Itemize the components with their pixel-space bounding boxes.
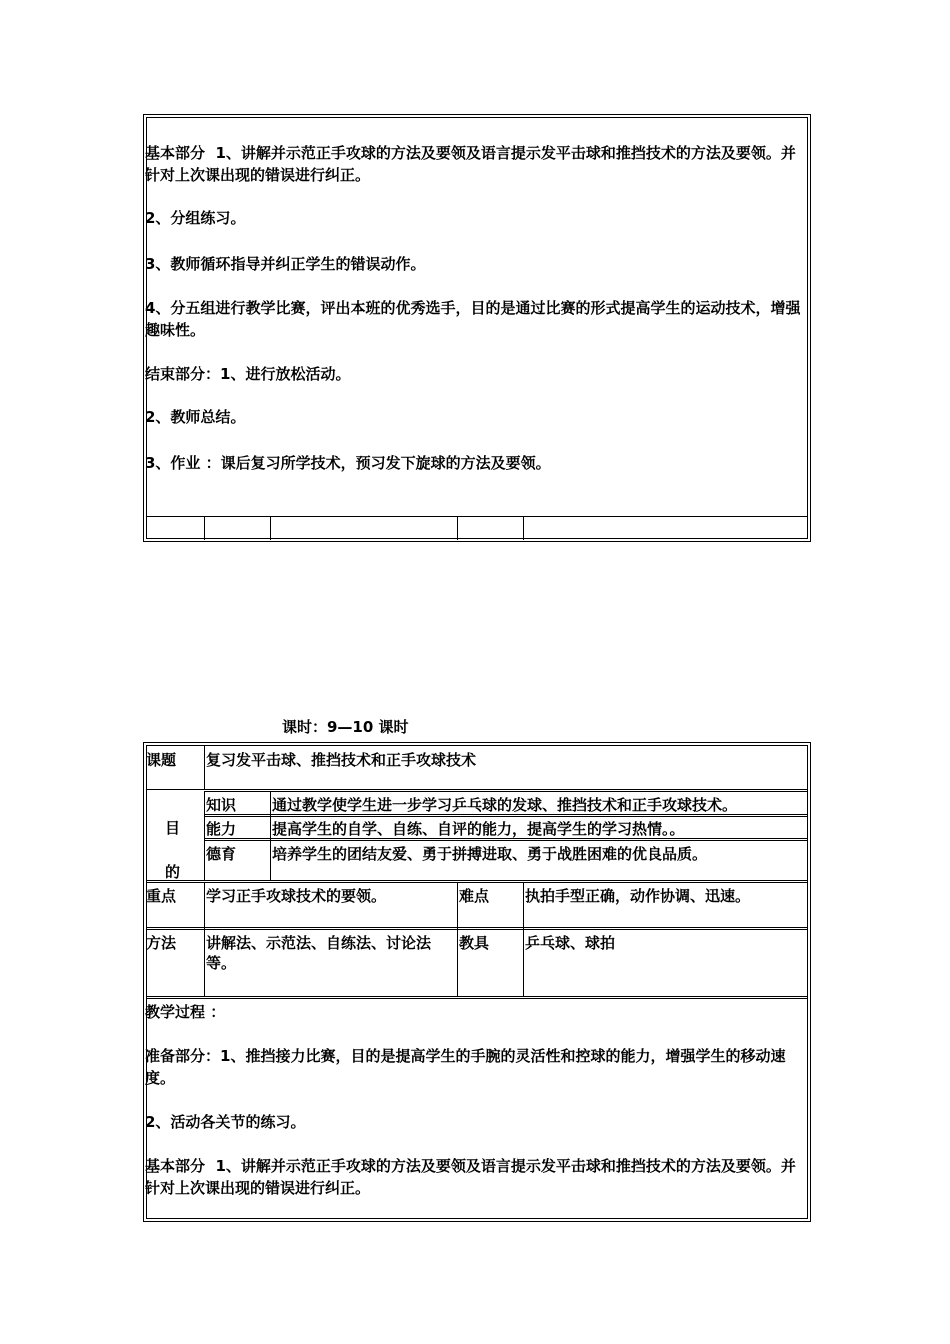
goal-label-bottom: 的 [165, 863, 181, 881]
moral-label: 德育 [206, 845, 237, 863]
top-basic-part: 基本部分 1、讲解并示范正手攻球的方法及要领及语言提示发平击球和推挡技术的方法及要领。并针对上次课出现的错误进行纠正。 [145, 144, 796, 184]
difficulty-label: 难点 [459, 887, 490, 905]
moral-value: 培养学生的团结友爱、勇于拼搏进取、勇于战胜困难的优良品质。 [272, 845, 708, 863]
end-item-3: 3、作业 ：课后复习所学技术，预习发下旋球的方法及要领。 [145, 454, 551, 472]
topic-value: 复习发平击球、推挡技术和正手攻球技术 [206, 751, 477, 769]
process-label: 教学过程 ： [145, 1003, 226, 1021]
difficulty-value: 执拍手型正确，动作协调、迅速。 [525, 887, 751, 905]
tools-label: 教具 [459, 934, 490, 952]
knowledge-value: 通过教学使学生进一步学习乒乓球的发球、推挡技术和正手攻球技术。 [272, 796, 738, 814]
end-part: 结束部分：1、进行放松活动。 [145, 365, 351, 383]
key-value: 学习正手攻球技术的要领。 [206, 887, 387, 905]
top-item-4: 4、分五组进行教学比赛，评出本班的优秀选手，目的是通过比赛的形式提高学生的运动技术，增强趣味性。 [145, 299, 801, 339]
ability-label: 能力 [206, 820, 237, 838]
method-label: 方法 [146, 934, 177, 952]
prep-part: 准备部分：1、推挡接力比赛，目的是提高学生的手腕的灵活性和控球的能力，增强学生的移动速度。 [145, 1047, 786, 1087]
method-value: 讲解法、示范法、自练法、讨论法等。 [206, 934, 432, 972]
tools-value: 乒乓球、球拍 [525, 934, 616, 952]
lesson-basic-part: 基本部分 1、讲解并示范正手攻球的方法及要领及语言提示发平击球和推挡技术的方法及要领。并针对上次课出现的错误进行纠正。 [145, 1157, 796, 1197]
lesson-hours: 课时：9—10 课时 [282, 718, 409, 736]
topic-label: 课题 [146, 751, 177, 769]
key-label: 重点 [146, 887, 177, 905]
goal-label-top: 目 [165, 819, 181, 837]
prep-item-2: 2、活动各关节的练习。 [145, 1113, 306, 1131]
top-item-2: 2、分组练习。 [145, 209, 246, 227]
top-item-3: 3、教师循环指导并纠正学生的错误动作。 [145, 255, 426, 273]
end-item-2: 2、教师总结。 [145, 408, 246, 426]
ability-value: 提高学生的自学、自练、自评的能力，提高学生的学习热情。。 [272, 820, 685, 838]
knowledge-label: 知识 [206, 796, 237, 814]
